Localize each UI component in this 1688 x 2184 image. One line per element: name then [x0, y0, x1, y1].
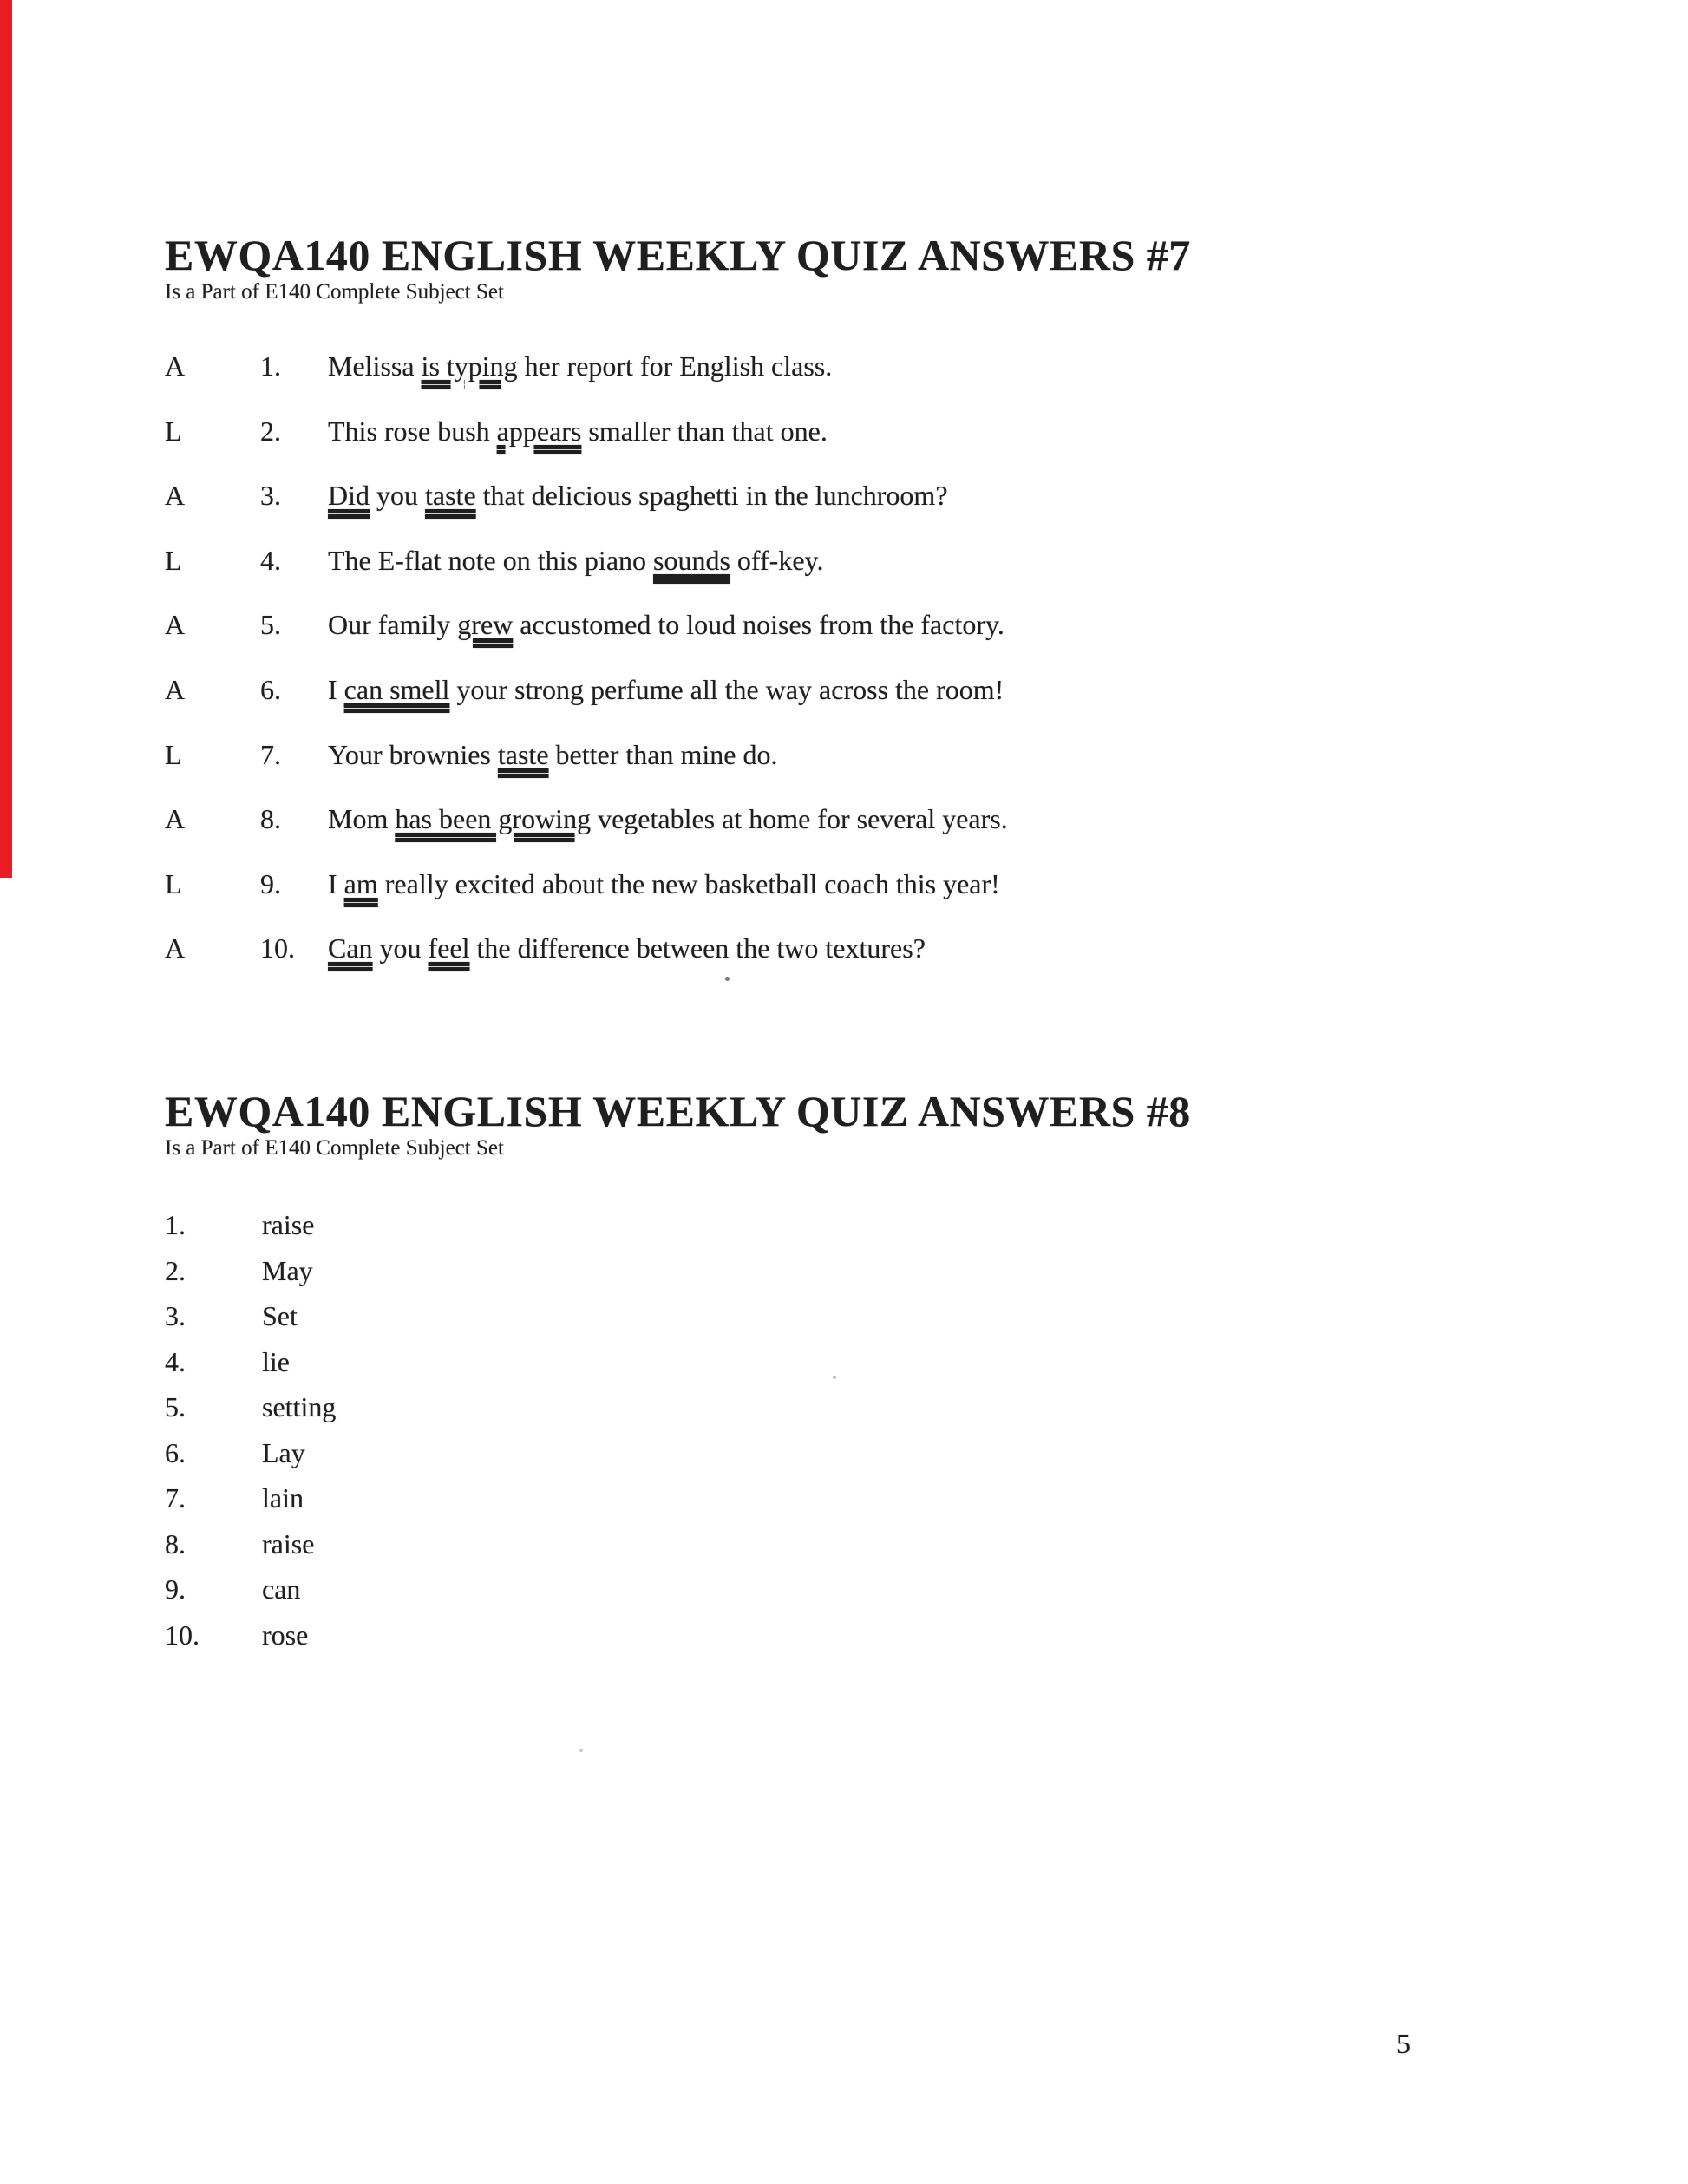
answer-number: 3. — [260, 480, 281, 512]
answer-number: 1. — [165, 1209, 186, 1240]
quiz8-answer-row — [165, 1573, 945, 1619]
answer-letter: L — [165, 738, 182, 770]
answer-letter: A — [165, 803, 186, 835]
answer-number: 1. — [260, 350, 281, 382]
sentence-text: Your brownies — [328, 738, 498, 770]
answer-letter: A — [165, 673, 186, 705]
scan-speck — [579, 1749, 583, 1752]
answer-sentence — [328, 543, 1570, 608]
answer-number: 8. — [260, 803, 281, 835]
quiz8-answer-row — [165, 1528, 945, 1574]
answer-word: lie — [262, 1345, 290, 1377]
quiz7-answer-row — [165, 414, 1570, 479]
answer-number: 2. — [165, 1254, 186, 1286]
sentence-text: that delicious spaghetti in the lunchroom? — [475, 480, 948, 512]
answer-sentence — [328, 801, 1570, 866]
sentence-text: Mom — [328, 803, 396, 835]
answer-sentence — [328, 349, 1570, 414]
answer-number: 5. — [165, 1391, 186, 1422]
underlined-verb: feel — [428, 932, 470, 964]
answer-letter: L — [165, 867, 182, 899]
sentence-text: smaller than that one. — [581, 415, 828, 447]
quiz8-answer-row — [165, 1346, 945, 1392]
answer-letter: A — [165, 350, 186, 382]
underlined-verb: grew — [457, 609, 514, 641]
underlined-verb: can smell — [343, 673, 450, 705]
answer-letter: L — [165, 544, 182, 576]
quiz8-answer-row — [165, 1437, 945, 1483]
quiz7-answer-row — [165, 607, 1570, 672]
sentence-text: This rose bush — [328, 415, 497, 447]
underlined-verb: taste — [425, 480, 476, 512]
answer-number: 7. — [165, 1482, 186, 1514]
answer-word: raise — [262, 1527, 315, 1560]
quiz8-header — [165, 1089, 1191, 1161]
sentence-text: Melissa — [328, 350, 422, 382]
sentence-text: her report for English class. — [517, 350, 833, 382]
quiz7-answer-row — [165, 931, 1570, 996]
answer-number: 10. — [165, 1618, 200, 1651]
answer-number: 9. — [260, 867, 281, 899]
quiz7-subtitle: Is a Part of E140 Complete Subject Set — [165, 280, 504, 304]
sentence-text: your strong perfume all the way across the room! — [449, 673, 1004, 705]
quiz7-header — [165, 232, 1191, 305]
underlined-verb: has been growing — [395, 803, 592, 835]
underlined-verb: Can — [328, 932, 373, 964]
quiz8-answer-list — [165, 1209, 945, 1664]
quiz8-subtitle: Is a Part of E140 Complete Subject Set — [165, 1136, 504, 1160]
quiz7-title: EWQA140 ENGLISH WEEKLY QUIZ ANSWERS #7 — [165, 231, 1191, 279]
sentence-text: I — [328, 673, 344, 705]
answer-number: 4. — [165, 1345, 186, 1377]
sentence-text: I — [328, 867, 344, 899]
answer-sentence — [328, 672, 1570, 737]
answer-word: raise — [262, 1209, 315, 1240]
underlined-verb: Did — [328, 480, 370, 512]
answer-sentence — [328, 737, 1570, 802]
answer-letter: A — [165, 480, 186, 512]
answer-word: rose — [262, 1618, 309, 1651]
answer-number: 6. — [260, 673, 281, 705]
underlined-verb: appears — [496, 415, 582, 447]
underlined-verb: am — [343, 867, 378, 899]
sentence-text: vegetables at home for several years. — [591, 803, 1008, 835]
answer-letter: A — [165, 609, 186, 641]
underlined-verb: sounds — [653, 544, 730, 576]
answer-number: 4. — [260, 544, 281, 576]
answer-sentence — [328, 478, 1570, 543]
quiz7-answer-row — [165, 672, 1570, 737]
sentence-text: the difference between the two textures? — [469, 932, 926, 964]
answer-sentence — [328, 931, 1570, 996]
scan-speck — [725, 977, 730, 981]
quiz7-answer-row — [165, 737, 1570, 802]
answer-sentence — [328, 866, 1570, 932]
underlined-verb: is typing — [421, 350, 518, 382]
quiz8-title: EWQA140 ENGLISH WEEKLY QUIZ ANSWERS #8 — [165, 1087, 1191, 1135]
scan-edge-red-bar — [0, 0, 12, 878]
quiz7-answer-row — [165, 801, 1570, 866]
page-number: 5 — [1397, 2028, 1410, 2059]
quiz7-answer-list — [165, 349, 1570, 996]
quiz8-answer-row — [165, 1619, 945, 1665]
scan-speck — [833, 1376, 836, 1379]
quiz7-answer-row — [165, 478, 1570, 543]
answer-number: 8. — [165, 1527, 186, 1560]
quiz8-answer-row — [165, 1482, 945, 1528]
sentence-text: The E-flat note on this piano — [328, 544, 654, 576]
quiz7-answer-row — [165, 866, 1570, 932]
answer-number: 10. — [260, 932, 295, 964]
quiz8-answer-row — [165, 1391, 945, 1437]
quiz8-answer-row — [165, 1209, 945, 1255]
answer-number: 2. — [260, 415, 281, 447]
answer-sentence — [328, 414, 1570, 479]
quiz8-answer-row — [165, 1255, 945, 1301]
quiz8-answer-row — [165, 1300, 945, 1346]
sentence-text: accustomed to loud noises from the factory. — [513, 609, 1004, 641]
sentence-text: Our family — [328, 609, 458, 641]
answer-number: 7. — [260, 738, 281, 770]
answer-letter: A — [165, 932, 186, 964]
answer-number: 9. — [165, 1573, 186, 1605]
answer-number: 5. — [260, 609, 281, 641]
quiz7-answer-row — [165, 543, 1570, 608]
quiz7-answer-row — [165, 349, 1570, 414]
sentence-text: better than mine do. — [548, 738, 778, 770]
sentence-text: really excited about the new basketball coach this year! — [377, 867, 1000, 899]
answer-number: 3. — [165, 1300, 186, 1331]
answer-word: lain — [262, 1482, 304, 1514]
sentence-text: you — [370, 480, 425, 512]
sentence-text: off-key. — [730, 544, 824, 576]
answer-number: 6. — [165, 1436, 186, 1468]
answer-word: setting — [262, 1391, 337, 1422]
answer-word: May — [262, 1254, 313, 1286]
answer-sentence — [328, 607, 1570, 672]
sentence-text: you — [372, 932, 429, 964]
underlined-verb: taste — [497, 738, 549, 770]
answer-word: Lay — [262, 1436, 305, 1468]
answer-letter: L — [165, 415, 182, 447]
answer-word: can — [262, 1573, 301, 1605]
answer-word: Set — [262, 1300, 298, 1331]
